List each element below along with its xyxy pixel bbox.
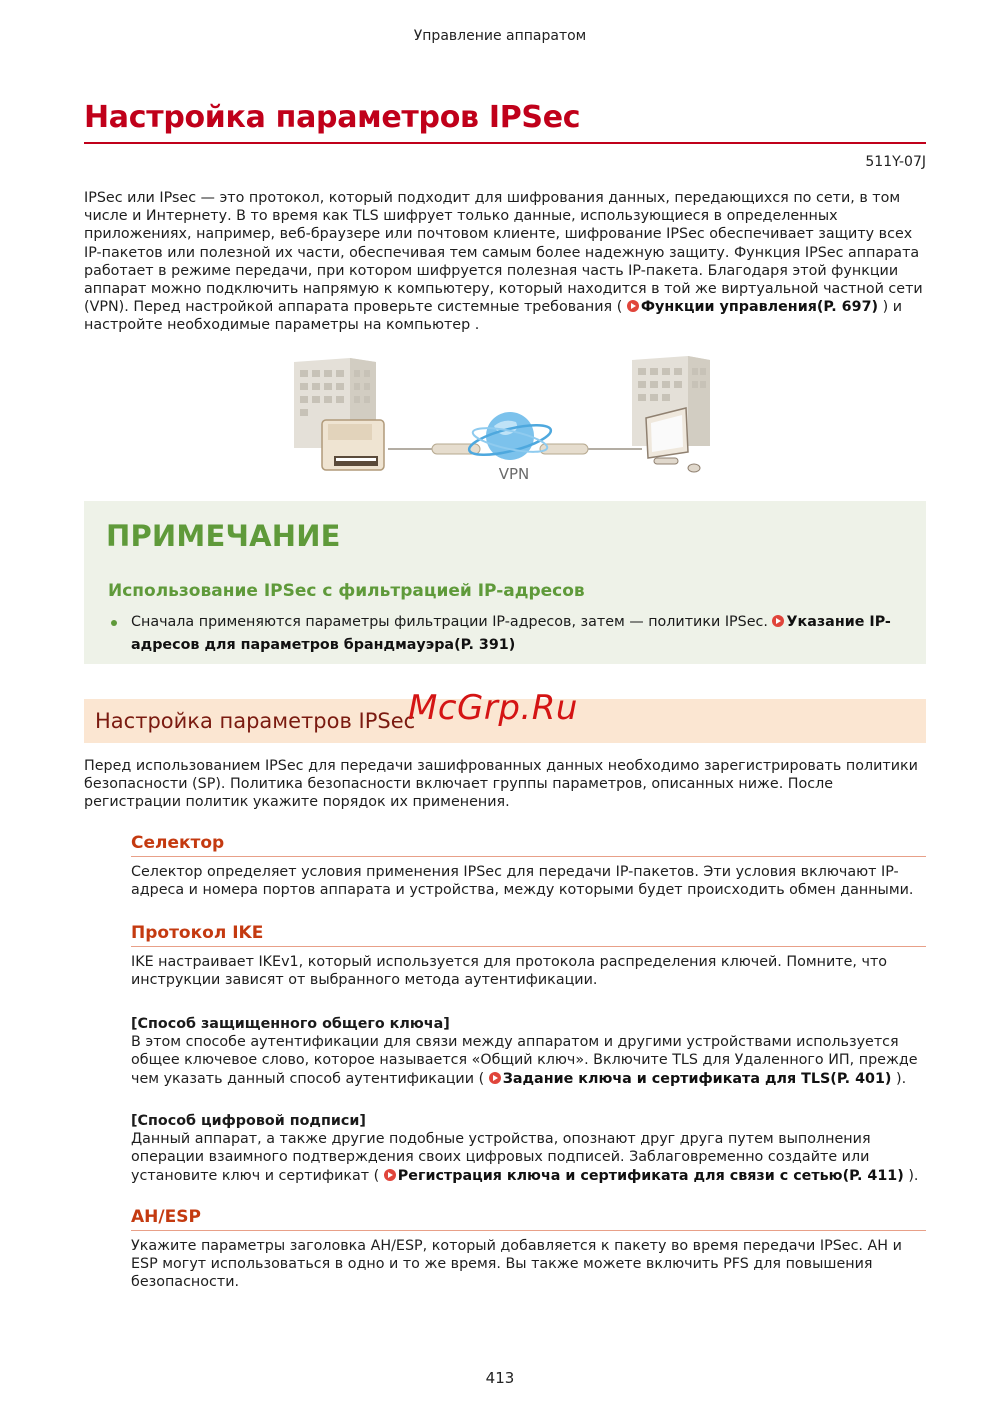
subsection-title-selector: Селектор <box>131 832 926 857</box>
subsection-text-selector: Селектор определяет условия применения IPSec для передачи IP-пакетов. Эти условия включают IP-адреса и номера портов аппарата и устройства, между которыми будет происходить обмен данными. <box>131 864 914 899</box>
signature-method-title: [Способ цифровой подписи] <box>131 1113 366 1129</box>
vpn-label: VPN <box>498 465 530 483</box>
signature-text: Данный аппарат, а также другие подобные устройства, опознают друг друга путем выполнения операции взаимного подтверждения своих цифровых подписей. Заблаговременно создайте или установите ключ и сертификат ( <box>131 1131 871 1184</box>
psk-text: В этом способе аутентификации для связи между аппаратом и другими устройствами используется общее ключевое слово, которое называется «Общий ключ». Включите TLS для Удаленного ИП, прежде чем указать данный способ аутентификации ( <box>131 1034 918 1087</box>
page-title: Настройка параметров IPSec <box>84 98 926 144</box>
link-label: Регистрация ключа и сертификата для связи с сетью(P. 411) <box>397 1167 904 1184</box>
subsection-text-ahesp: Укажите параметры заголовка AH/ESP, который добавляется к пакету во время передачи IPSec. AH и ESP могут использоваться в одно и то же время. Вы также можете включить PFS для повышения безопасности. <box>131 1238 902 1291</box>
document-id: 511Y-07J <box>865 154 926 170</box>
ike-psk-method <box>131 1015 926 1088</box>
bullet-dot-icon <box>111 620 117 626</box>
subsection-selector <box>131 832 926 899</box>
note-bullet-item <box>111 611 891 657</box>
psk-after-link: ). <box>896 1070 907 1087</box>
subsection-ike <box>131 922 926 989</box>
link-arrow-icon <box>627 300 639 312</box>
psk-method-title: [Способ защищенного общего ключа] <box>131 1016 450 1032</box>
intro-text: IPSec или IPsec — это протокол, который подходит для шифрования данных, передающихся по сети, в том числе и Интернету. В то время как TLS шифрует только данные, использующиеся в определенных приложениях, например, веб-браузере или почтовом клиенте, шифрование IPSec обеспечивает защиту всех IP-пакетов или полезной их части, обеспечивая тем самым более надежную защиту. Функция IPSec аппарата работает в режиме передачи, при котором шифруется полезная часть IP-пакета. Благодаря этой функции аппарат можно подключить напрямую к компьютеру, который находится в той же виртуальной частной сети (VPN). Перед настройкой аппарата проверьте системные требования ( <box>84 190 923 316</box>
subsection-title-ike: Протокол IKE <box>131 922 926 947</box>
link-arrow-icon <box>772 615 784 627</box>
link-label: Функции управления(P. 697) <box>640 299 879 316</box>
link-label: Задание ключа и сертификата для TLS(P. 401) <box>502 1070 892 1087</box>
note-box <box>84 501 926 664</box>
section-title: Настройка параметров IPSec <box>95 709 416 733</box>
section-intro: Перед использованием IPSec для передачи зашифрованных данных необходимо зарегистрировать политики безопасности (SP). Политика безопасности включает группы параметров, описанных ниже. После регистрации политик укажите порядок их применения. <box>84 758 918 811</box>
link-label: Указание IP-адресов для параметров брандмауэра(P. 391) <box>131 614 891 653</box>
note-subtitle: Использование IPSec с фильтрацией IP-адресов <box>108 581 585 601</box>
globe-icon <box>467 412 554 461</box>
signature-after-link: ). <box>908 1167 919 1184</box>
printer-icon <box>322 420 384 470</box>
link-tls-key-certificate[interactable] <box>489 1071 892 1087</box>
signature-method-text <box>131 1130 926 1185</box>
subsection-title-ahesp: AH/ESP <box>131 1206 926 1231</box>
link-management-functions[interactable] <box>627 299 878 315</box>
page-number: 413 <box>485 1369 515 1387</box>
watermark: McGrp.Ru <box>408 688 578 728</box>
bullet-text: Сначала применяются параметры фильтрации IP-адресов, затем — политики IPSec. <box>131 614 768 630</box>
intro-after-link: ) и настройте необходимые параметры на компьютер . <box>84 299 903 334</box>
psk-method-text <box>131 1033 926 1088</box>
vpn-diagram <box>280 348 730 488</box>
ike-signature-method <box>131 1112 926 1185</box>
subsection-text-ike: IKE настраивает IKEv1, который используется для протокола распределения ключей. Помните, что инструкции зависят от выбранного метода аутентификации. <box>131 954 888 989</box>
link-arrow-icon <box>384 1169 396 1181</box>
note-title: ПРИМЕЧАНИЕ <box>106 519 341 553</box>
link-network-key-certificate[interactable] <box>384 1168 904 1184</box>
intro-paragraph <box>84 189 929 335</box>
link-arrow-icon <box>489 1072 501 1084</box>
running-header: Управление аппаратом <box>413 28 587 44</box>
subsection-ahesp <box>131 1206 926 1292</box>
